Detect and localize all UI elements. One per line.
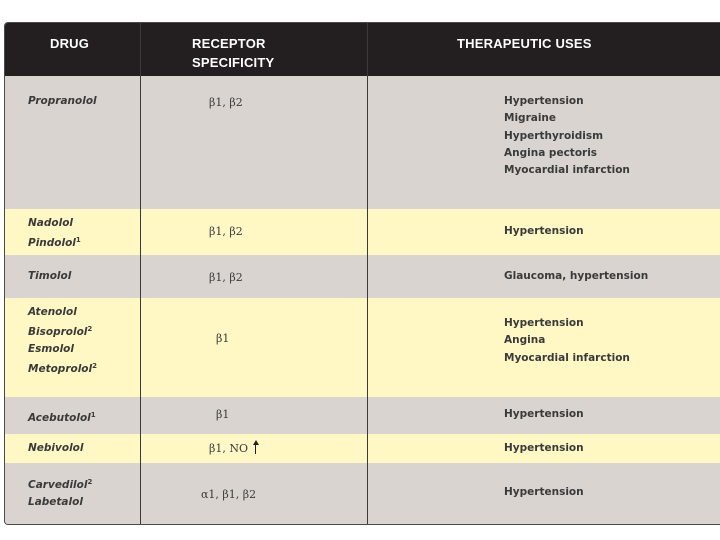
drug-name: Atenolol bbox=[28, 306, 77, 318]
drug-cell bbox=[28, 215, 81, 252]
use-item: Angina pectoris bbox=[504, 146, 598, 159]
uses-cell bbox=[504, 440, 584, 457]
drug-cell bbox=[28, 440, 84, 457]
header-drug: DRUG bbox=[50, 36, 90, 51]
drug-name: Bisoprolol bbox=[28, 326, 88, 338]
use-item: Hypertension bbox=[504, 225, 584, 237]
footnote-marker: 2 bbox=[87, 325, 93, 333]
receptor-cell: β1 bbox=[216, 408, 230, 421]
receptor-cell: β1, β2 bbox=[209, 271, 243, 284]
drug-name: Timolol bbox=[28, 270, 72, 282]
uses-cell bbox=[504, 406, 584, 423]
footnote-marker: 1 bbox=[90, 411, 96, 419]
use-item: Hypertension bbox=[504, 442, 584, 454]
footnote-marker: 2 bbox=[92, 362, 97, 370]
use-item: Myocardial infarction bbox=[504, 164, 630, 177]
use-item: Hypertension bbox=[504, 486, 584, 498]
drug-name: Acebutolol bbox=[28, 412, 91, 424]
drug-name: Propranolol bbox=[28, 95, 97, 107]
use-item: Hypertension bbox=[504, 408, 584, 420]
use-item: Migraine bbox=[504, 112, 557, 125]
header-therapeutic-uses: THERAPEUTIC USES bbox=[457, 36, 592, 51]
use-item: Hyperthyroidism bbox=[504, 129, 604, 142]
column-divider bbox=[367, 23, 368, 524]
footnote-marker: 2 bbox=[87, 478, 93, 486]
uses-cell bbox=[504, 268, 648, 285]
drug-name: Labetalol bbox=[28, 496, 83, 508]
table-row bbox=[5, 463, 720, 524]
receptor-cell: β1, β2 bbox=[209, 225, 243, 238]
use-item: Hypertension bbox=[504, 95, 584, 107]
drug-name: Carvedilol bbox=[28, 479, 88, 491]
table-row bbox=[5, 255, 720, 298]
use-item: Hypertension bbox=[504, 317, 584, 329]
receptor-text: β1, NO bbox=[209, 442, 248, 455]
receptor-cell bbox=[209, 440, 259, 457]
table-row bbox=[5, 209, 720, 255]
drug-cell bbox=[28, 268, 71, 285]
receptor-cell: α1, β1, β2 bbox=[201, 488, 257, 501]
uses-cell bbox=[504, 223, 584, 240]
use-item: Angina bbox=[504, 334, 546, 347]
receptor-cell: β1, β2 bbox=[209, 96, 243, 109]
table-row bbox=[5, 298, 720, 397]
uses-cell bbox=[504, 315, 630, 367]
drug-cell bbox=[28, 474, 92, 511]
up-arrow-icon bbox=[253, 440, 259, 454]
drug-name: Pindolol bbox=[28, 237, 76, 249]
table-row bbox=[5, 76, 720, 209]
use-item: Glaucoma, hypertension bbox=[504, 270, 649, 282]
use-item: Myocardial infarction bbox=[504, 351, 630, 364]
uses-cell bbox=[504, 484, 584, 501]
beta-blocker-table bbox=[4, 22, 720, 525]
footnote-marker: 1 bbox=[75, 236, 81, 244]
table-header bbox=[5, 23, 720, 76]
table-row bbox=[5, 434, 720, 463]
drug-cell bbox=[28, 407, 96, 427]
column-divider bbox=[140, 23, 141, 524]
drug-name: Esmolol bbox=[28, 343, 74, 355]
drug-cell bbox=[28, 93, 97, 110]
header-receptor-specificity: RECEPTOR SPECIFICITY bbox=[192, 36, 275, 70]
drug-name: Nebivolol bbox=[28, 442, 84, 454]
uses-cell bbox=[504, 93, 630, 179]
drug-name: Metoprolol bbox=[28, 363, 93, 375]
table-row bbox=[5, 397, 720, 434]
receptor-cell: β1 bbox=[216, 332, 230, 345]
drug-cell bbox=[28, 304, 97, 378]
drug-name: Nadolol bbox=[28, 217, 74, 229]
